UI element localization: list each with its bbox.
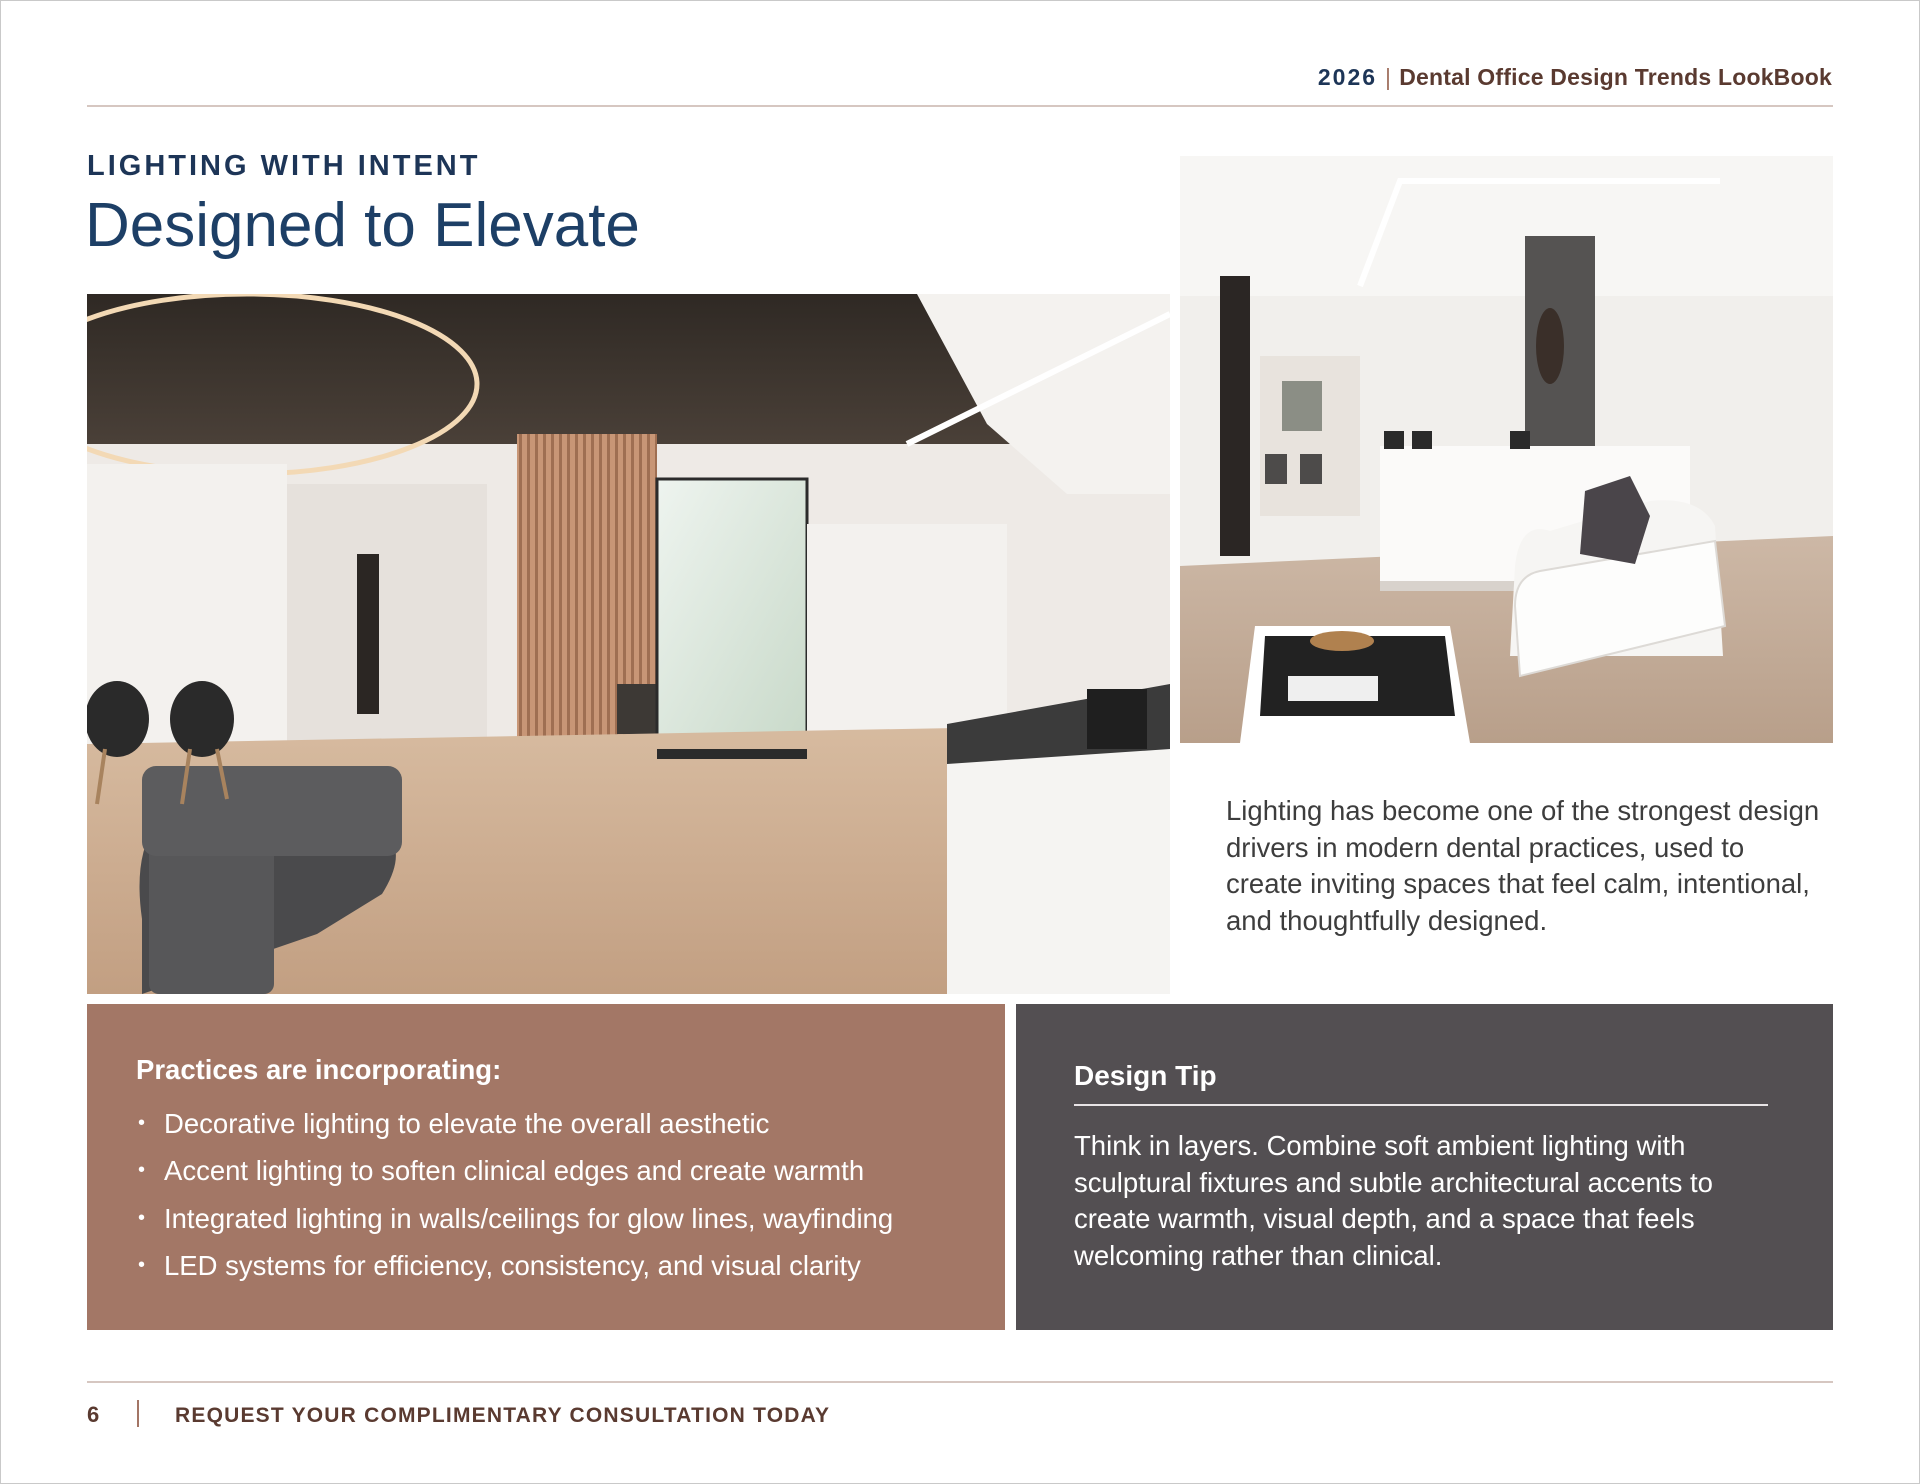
list-item	[136, 1100, 893, 1147]
reception-photo	[1180, 156, 1833, 743]
design-tip-rule	[1074, 1104, 1768, 1106]
bullet-icon: •	[138, 1206, 146, 1229]
list-item-text: Accent lighting to soften clinical edges and create warmth	[164, 1155, 865, 1187]
bullet-icon: •	[138, 1159, 146, 1182]
list-item	[136, 1242, 893, 1289]
design-tip-text: Think in layers. Combine soft ambient lighting with sculptural fixtures and subtle architectural accents to create warmth, visual depth, and a space that feels welcoming rather than clinical.	[1074, 1130, 1713, 1271]
page-header	[1318, 64, 1832, 91]
intro-paragraph: Lighting has become one of the strongest design drivers in modern dental practices, used to create inviting spaces that feel calm, intentional, and thoughtfully designed.	[1226, 795, 1820, 936]
bullet-icon: •	[138, 1112, 146, 1134]
list-item-text: Decorative lighting to elevate the overall aesthetic	[164, 1108, 770, 1139]
footer-separator	[137, 1400, 139, 1427]
list-item	[136, 1195, 893, 1242]
list-item-text: LED systems for efficiency, consistency, and visual clarity	[164, 1249, 861, 1281]
practices-heading: Practices are incorporating:	[136, 1054, 502, 1085]
design-tip-heading: Design Tip	[1074, 1060, 1217, 1091]
section-eyebrow: LIGHTING WITH INTENT	[87, 150, 481, 182]
design-tip-box	[1016, 1004, 1833, 1330]
header-year: 2026	[1317, 64, 1378, 90]
page-number: 6	[87, 1402, 100, 1427]
header-rule	[87, 105, 1833, 107]
bullet-icon: •	[138, 1253, 146, 1276]
list-item	[136, 1147, 893, 1194]
consultation-cta-link[interactable]: REQUEST YOUR COMPLIMENTARY CONSULTATION TODAY	[175, 1404, 831, 1427]
list-item-text: Integrated lighting in walls/ceilings for glow lines, wayfinding	[164, 1202, 894, 1234]
footer-rule	[87, 1381, 1833, 1383]
header-book-title: Dental Office Design Trends LookBook	[1399, 64, 1832, 90]
page-title: Designed to Elevate	[85, 191, 640, 260]
practices-list	[136, 1100, 893, 1289]
practices-box	[87, 1004, 1005, 1330]
header-separator: |	[1385, 64, 1392, 90]
lobby-photo	[87, 294, 1170, 994]
